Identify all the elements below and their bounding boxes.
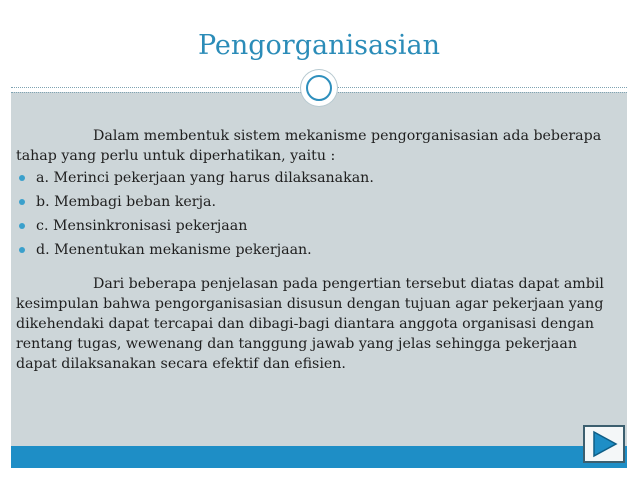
bullet-icon bbox=[19, 199, 25, 205]
list-item bbox=[16, 240, 606, 260]
bottom-accent-bar bbox=[11, 446, 627, 468]
next-slide-button[interactable] bbox=[583, 425, 625, 463]
list-item bbox=[16, 192, 606, 212]
circle-ornament-ring bbox=[306, 75, 332, 101]
conclusion-paragraph: Dari beberapa penjelasan pada pengertian tersebut diatas dapat ambil kesimpulan bahwa pengorganisasian disusun dengan tujuan agar pekerjaan yang dikehendaki dapat tercapai dan dibagi-bagi diantara anggota organisasi dengan rentang tugas, wewenang dan tanggung jawab yang jelas sehingga pekerjaan dapat dilaksanakan secara efektif dan efisien. bbox=[16, 276, 604, 372]
bullet-icon bbox=[19, 175, 25, 181]
list-item-text: d. Menentukan mekanisme pekerjaan. bbox=[36, 242, 312, 258]
slide-body bbox=[16, 126, 606, 374]
bullet-icon bbox=[19, 223, 25, 229]
list-item bbox=[16, 216, 606, 236]
bullet-icon bbox=[19, 247, 25, 253]
slide-title: Pengorganisasian bbox=[197, 30, 441, 61]
list-item-text: c. Mensinkronisasi pekerjaan bbox=[36, 218, 248, 234]
slide bbox=[11, 8, 627, 468]
steps-list bbox=[16, 168, 606, 260]
list-item-text: a. Merinci pekerjaan yang harus dilaksanakan. bbox=[36, 170, 374, 186]
list-item-text: b. Membagi beban kerja. bbox=[36, 194, 216, 210]
circle-ornament-icon bbox=[301, 70, 337, 106]
play-next-icon bbox=[585, 427, 623, 461]
list-item bbox=[16, 168, 606, 188]
intro-paragraph: Dalam membentuk sistem mekanisme pengorganisasian ada beberapa tahap yang perlu untuk diperhatikan, yaitu : bbox=[16, 128, 602, 164]
